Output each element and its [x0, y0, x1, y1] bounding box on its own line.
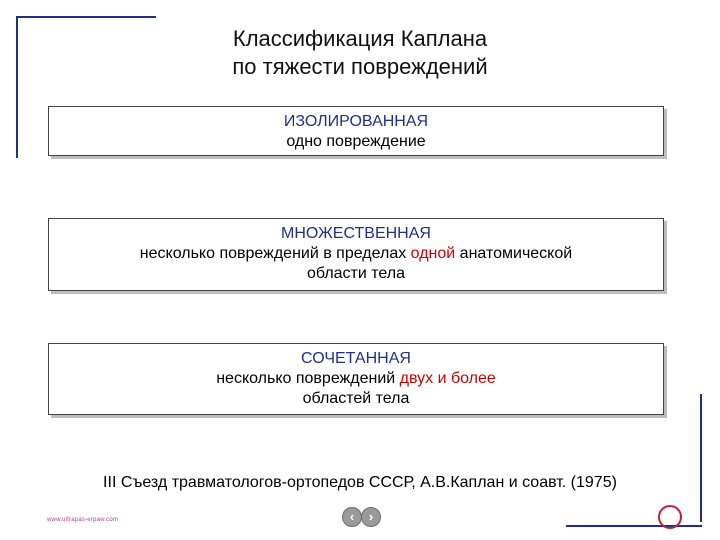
source-footnote: III Съезд травматологов-ортопедов СССР, А.В.Каплан и соавт. (1975) — [103, 474, 617, 491]
category-description-line-2: областей тела — [302, 390, 410, 407]
description-text: несколько повреждений — [216, 370, 400, 387]
bottom-right-rule — [566, 525, 702, 527]
category-description: одно повреждение — [286, 133, 426, 150]
site-url-link[interactable]: www.ultrapas-erpaw.com — [47, 517, 119, 523]
category-description — [49, 369, 663, 389]
description-text: анатомической — [455, 245, 573, 262]
category-box-multiple — [48, 218, 664, 291]
category-description-line-2: области тела — [306, 265, 406, 282]
circle-icon — [658, 505, 682, 529]
category-box-isolated — [48, 106, 664, 156]
slide-title — [0, 25, 720, 81]
category-description — [49, 244, 663, 264]
category-heading: СОЧЕТАННАЯ — [301, 350, 411, 367]
category-heading: МНОЖЕСТВЕННАЯ — [281, 225, 431, 242]
category-box-combined — [48, 343, 664, 415]
prev-slide-icon[interactable]: ‹ — [342, 507, 362, 527]
slide-navigation — [342, 507, 380, 527]
right-vertical-rule — [700, 394, 702, 522]
top-left-rule — [18, 16, 156, 18]
category-heading: ИЗОЛИРОВАННАЯ — [283, 113, 429, 130]
next-slide-icon[interactable]: › — [361, 507, 381, 527]
title-line-1: Классификация Каплана — [232, 26, 488, 51]
highlight-text: двух и более — [399, 370, 496, 387]
title-line-2: по тяжести повреждений — [232, 54, 488, 79]
highlight-text: одной — [410, 245, 456, 262]
description-text: несколько повреждений в пределах — [139, 245, 411, 262]
